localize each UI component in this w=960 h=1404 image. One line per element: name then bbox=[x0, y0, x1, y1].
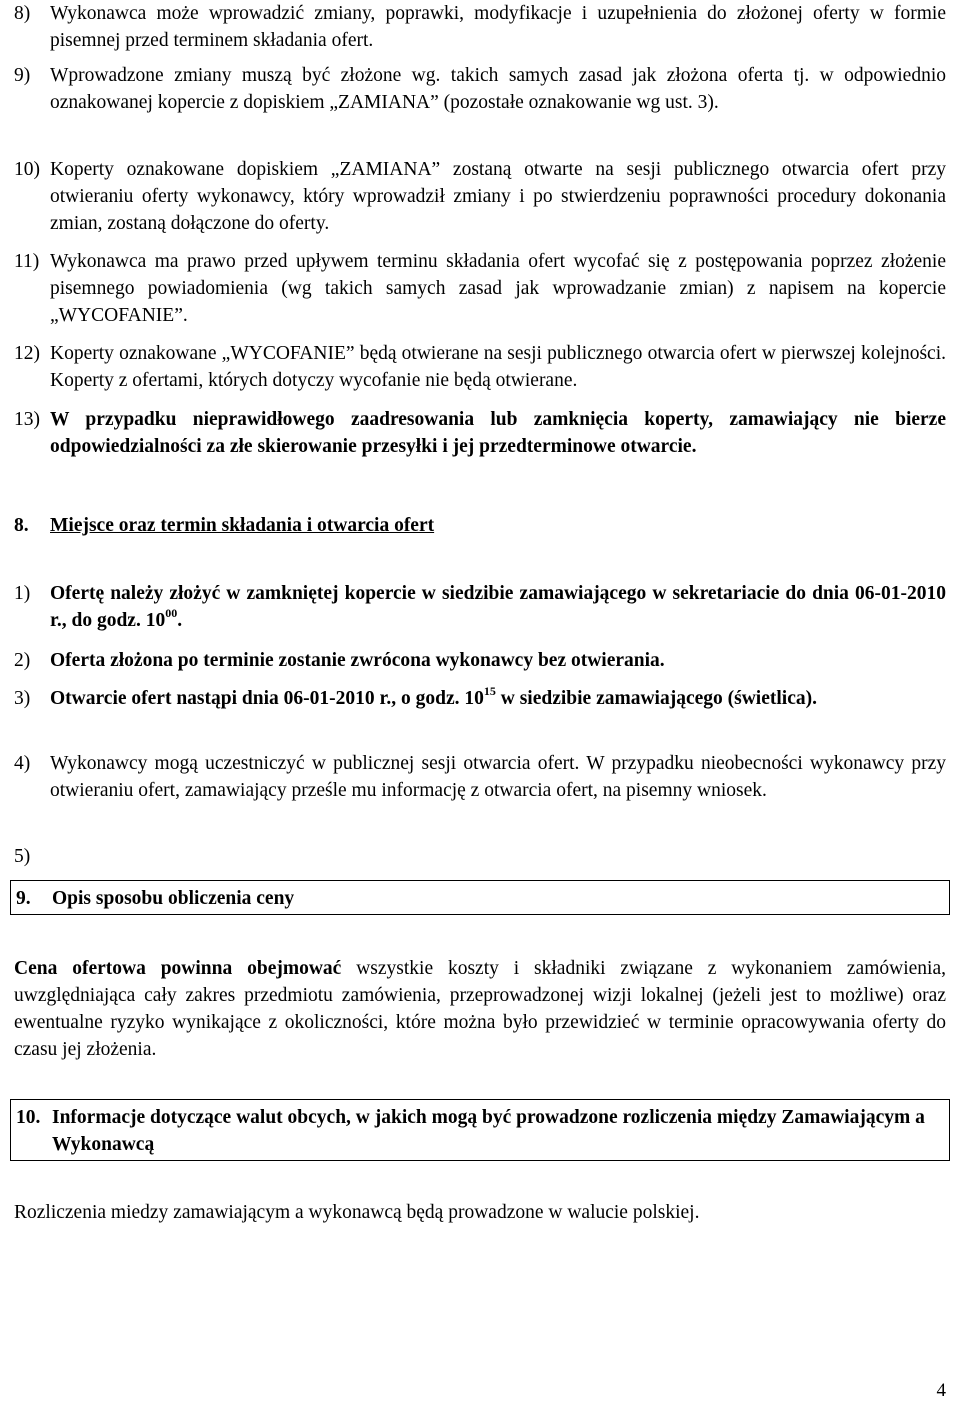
item-text: Ofertę należy złożyć w zamkniętej kopercie w siedzibie zamawiającego w sekretariacie do dnia 06-01-2010 r., do godz. 10 bbox=[50, 583, 946, 631]
item-tail: w siedzibie zamawiającego (świetlica). bbox=[495, 688, 817, 709]
item-text: Wykonawca może wprowadzić zmiany, poprawki, modyfikacje i uzupełnienia do złożonej oferty w formie pisemnej przed terminem składania ofert. bbox=[50, 3, 946, 51]
section-heading-10 bbox=[10, 1099, 950, 1161]
item-number: 9) bbox=[14, 65, 31, 86]
section-heading-8 bbox=[14, 512, 946, 539]
section-heading-9 bbox=[10, 880, 950, 915]
list-item-11 bbox=[14, 248, 946, 329]
paragraph-lead: Cena ofertowa powinna obejmować bbox=[14, 958, 342, 979]
section10-paragraph bbox=[14, 1199, 946, 1226]
item-text: Oferta złożona po terminie zostanie zwrócona wykonawcy bez otwierania. bbox=[50, 650, 665, 671]
section8-item-3 bbox=[14, 685, 946, 712]
item-number: 4) bbox=[14, 753, 31, 774]
item-number: 8) bbox=[14, 3, 31, 24]
paragraph-text: wszystkie koszty i składniki związane z wykonaniem zamówienia, uwzględniająca cały zakres przedmiotu zamówienia, przeprowadzonej wizji lokalnej (jeżeli jest to możliwe) oraz ewentualne ryzyko wynikające z okoliczności, które można było przewidzieć w terminie opracowywania oferty do czasu jej złożenia. bbox=[14, 958, 946, 1060]
list-item-9 bbox=[14, 62, 946, 116]
section-title: Informacje dotyczące walut obcych, w jakich mogą być prowadzone rozliczenia między Zamawiającym a Wykonawcą bbox=[52, 1107, 925, 1155]
section-number: 9. bbox=[16, 888, 31, 909]
section-number: 8. bbox=[14, 515, 29, 536]
item-text: Koperty oznakowane „WYCOFANIE” będą otwierane na sesji publicznego otwarcia ofert w pierwszej kolejności. Koperty z ofertami, których dotyczy wycofanie nie będą otwierane. bbox=[50, 343, 946, 391]
section8-item-2 bbox=[14, 647, 946, 674]
section9-paragraph bbox=[14, 955, 946, 1063]
item-text: Wykonawca ma prawo przed upływem terminu składania ofert wycofać się z postępowania poprzez złożenie pisemnego powiadomienia (wg takich samych zasad jak wprowadzanie zmian) z napisem na kopercie „WYCOFANIE”. bbox=[50, 251, 946, 326]
page-number: 4 bbox=[936, 1380, 946, 1401]
item-number: 1) bbox=[14, 583, 31, 604]
item-text: Wykonawcy mogą uczestniczyć w publicznej sesji otwarcia ofert. W przypadku nieobecności wykonawcy przy otwieraniu ofert, zamawiający prześle mu informację z otwarcia ofert, na pisemny wniosek. bbox=[50, 753, 946, 801]
item-number: 5) bbox=[14, 846, 31, 867]
list-item-12 bbox=[14, 340, 946, 394]
item-number: 2) bbox=[14, 650, 31, 671]
list-item-10 bbox=[14, 156, 946, 237]
item-text: Koperty oznakowane dopiskiem „ZAMIANA” zostaną otwarte na sesji publicznego otwarcia ofert przy otwieraniu oferty wykonawcy, który wprowadził zmiany i po stwierdzeniu poprawności procedury dokonania zmian, zostaną dołączone do oferty. bbox=[50, 159, 946, 234]
item-number: 13) bbox=[14, 409, 40, 430]
section8-item-4 bbox=[14, 750, 946, 804]
item-number: 12) bbox=[14, 343, 40, 364]
section-number: 10. bbox=[16, 1107, 41, 1128]
item-number: 11) bbox=[14, 251, 40, 272]
time-superscript: 00 bbox=[165, 605, 178, 620]
time-superscript: 15 bbox=[483, 683, 496, 698]
section8-item-1 bbox=[14, 580, 946, 634]
paragraph-text: Rozliczenia miedzy zamawiającym a wykonawcą będą prowadzone w walucie polskiej. bbox=[14, 1202, 700, 1223]
list-item-13 bbox=[14, 406, 946, 460]
item-text: W przypadku nieprawidłowego zaadresowania lub zamknięcia koperty, zamawiający nie bierze odpowiedzialności za złe skierowanie przesyłki i jej przedterminowe otwarcie. bbox=[50, 409, 946, 457]
section-title: Opis sposobu obliczenia ceny bbox=[52, 888, 295, 909]
item-text: Wprowadzone zmiany muszą być złożone wg. takich samych zasad jak złożona oferta tj. w odpowiednio oznakowanej kopercie z dopiskiem „ZAMIANA” (pozostałe oznakowanie wg ust. 3). bbox=[50, 65, 946, 113]
section-title: Miejsce oraz termin składania i otwarcia ofert bbox=[50, 515, 435, 536]
list-item-8 bbox=[14, 0, 946, 54]
item-number: 3) bbox=[14, 688, 31, 709]
item-number: 10) bbox=[14, 159, 40, 180]
item-tail: . bbox=[177, 610, 183, 631]
item-text: Otwarcie ofert nastąpi dnia 06-01-2010 r., o godz. 10 bbox=[50, 688, 484, 709]
